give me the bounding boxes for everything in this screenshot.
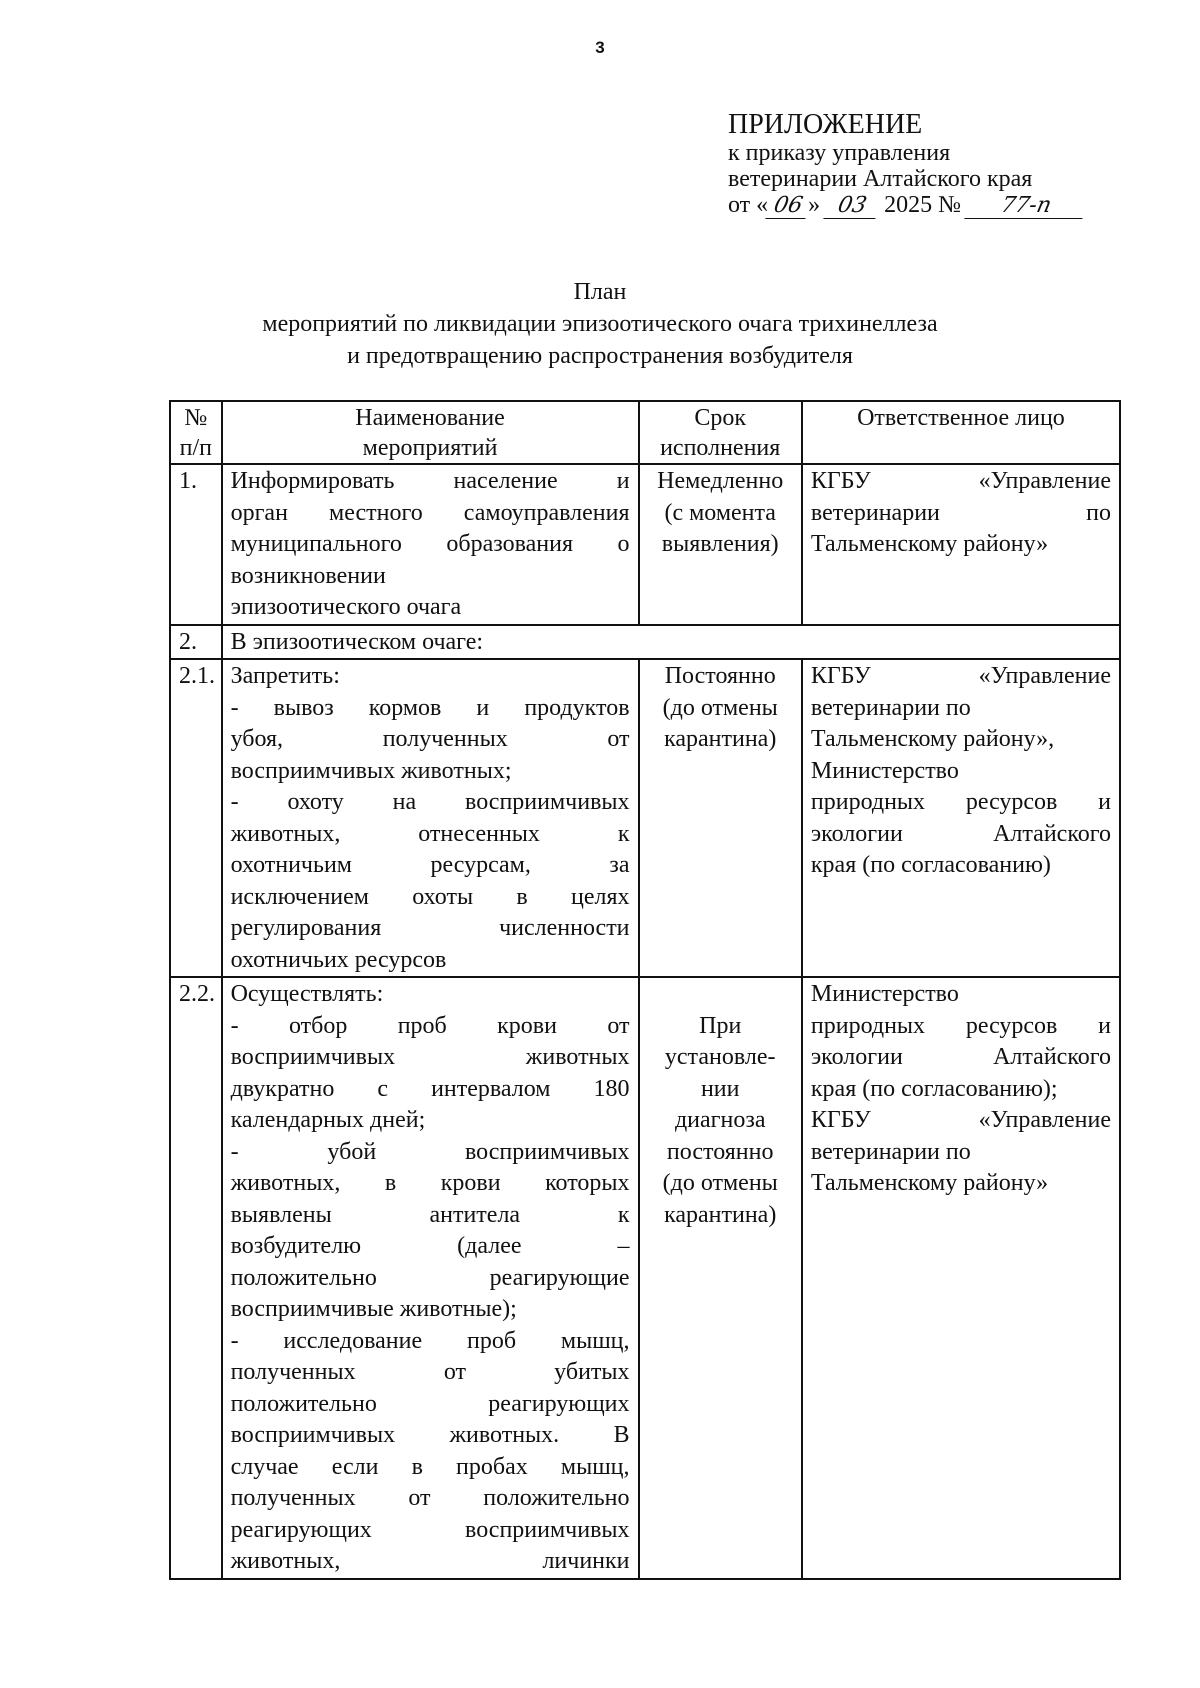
date-year: 2025 № (884, 192, 962, 218)
term-spacer (648, 979, 793, 1011)
text-line: двукратно с интервалом 180 (230, 1075, 630, 1102)
text-line: нии (700, 1075, 740, 1102)
text-line: убоя, полученных от (230, 726, 630, 752)
header-number-line2: п/п (179, 435, 212, 461)
header-name-line1: Наименование (355, 405, 505, 431)
row-number: 2. (170, 625, 222, 660)
text-line: Постоянно (664, 663, 776, 689)
row-number: 1. (170, 464, 222, 625)
text-line: При (699, 1012, 742, 1039)
text-line: ветеринарии по (810, 499, 1111, 526)
annex-line-order: к приказу управления (728, 140, 951, 166)
text-line: выявлены антитела к (230, 1201, 630, 1228)
row-section-heading: В эпизоотическом очаге: (222, 625, 1120, 660)
text-line: муниципального образования о (230, 531, 630, 557)
text-line: положительно реагирующих (230, 1390, 630, 1417)
text-line: возникновении (230, 562, 386, 589)
text-line: восприимчивые животные); (230, 1296, 517, 1322)
text-line: животных, личинки (230, 1548, 630, 1574)
text-line: Тальменскому району», (810, 726, 1055, 752)
handwritten-month: 03 (824, 194, 881, 219)
text-line: диагноза (674, 1107, 766, 1133)
text-line: карантина) (664, 1201, 777, 1228)
table-header-row (170, 401, 1120, 464)
plan-title-line2: мероприятий по ликвидации эпизоотического очага трихинеллеза (262, 311, 938, 337)
text-line: Министерство (810, 757, 959, 784)
text-line: реагирующих восприимчивых (230, 1516, 630, 1543)
row-measure (222, 977, 639, 1579)
row-measure (222, 659, 639, 977)
table-row (170, 625, 1120, 660)
text-line: ветеринарии по (810, 1138, 971, 1165)
text-line: исключением охоты в целях (230, 883, 630, 910)
text-line: животных, отнесенных к (230, 820, 630, 847)
text-line: края (по согласованию); (810, 1075, 1058, 1102)
header-number-line1: № (184, 405, 208, 431)
text-line: восприимчивых животных (230, 1044, 630, 1070)
annex-block (728, 110, 1085, 219)
header-number (170, 401, 222, 464)
text-line: животных, в крови которых (230, 1170, 630, 1196)
row-term (639, 977, 802, 1579)
date-prefix: от « (728, 192, 769, 218)
text-line: возбудителю (далее – (230, 1233, 630, 1259)
header-responsible-text: Ответственное лицо (857, 405, 1065, 431)
header-name-line2: мероприятий (362, 435, 498, 461)
text-line: Тальменскому району» (810, 531, 1049, 557)
text-line: - охоту на восприимчивых (230, 789, 630, 815)
table-row (170, 977, 1120, 1579)
table-row (170, 464, 1120, 625)
text-line: установле- (664, 1044, 776, 1070)
text-line: Запретить: (230, 663, 340, 689)
text-line: - исследование проб мышц, (230, 1327, 630, 1354)
measures-table (169, 400, 1121, 1580)
page-number: 3 (595, 38, 605, 57)
text-line: КГБУ «Управление (810, 1107, 1111, 1133)
row-responsible (802, 977, 1120, 1579)
header-term-line1: Срок (694, 405, 747, 431)
plan-title-line1: План (573, 279, 627, 305)
text-line: регулирования численности (230, 915, 630, 941)
handwritten-number: 77-п (964, 194, 1087, 219)
text-line: края (по согласованию) (810, 852, 1051, 878)
text-line: эпизоотического очага (230, 594, 462, 620)
annex-title: ПРИЛОЖЕНИЕ (728, 109, 923, 140)
text-line: ветеринарии по (810, 694, 971, 721)
text-line: календарных дней; (230, 1107, 426, 1133)
text-line: Немедленно (657, 468, 784, 494)
text-line: восприимчивых животных; (230, 757, 512, 784)
plan-title (150, 276, 1050, 372)
text-line: Информировать население и (230, 468, 630, 494)
text-line: полученных от убитых (230, 1359, 630, 1385)
row-number: 2.2. (170, 977, 222, 1579)
plan-title-line3: и предотвращению распространения возбудителя (347, 343, 853, 369)
text-line: природных ресурсов и (810, 789, 1111, 815)
row-measure (222, 464, 639, 625)
row-term (639, 464, 802, 625)
date-mid: » (808, 192, 821, 218)
row-term (639, 659, 802, 977)
text-line: КГБУ «Управление (810, 468, 1111, 494)
text-line: - убой восприимчивых (230, 1138, 630, 1165)
text-line: природных ресурсов и (810, 1012, 1111, 1039)
text-line: охотничьих ресурсов (230, 946, 447, 973)
text-line: восприимчивых животных. В (230, 1422, 630, 1448)
row-number: 2.1. (170, 659, 222, 977)
text-line: охотничьим ресурсам, за (230, 852, 630, 878)
text-line: Осуществлять: (230, 981, 384, 1007)
text-line: случае если в пробах мышц, (230, 1453, 630, 1480)
text-line: постоянно (666, 1138, 774, 1165)
row-responsible (802, 659, 1120, 977)
text-line: экологии Алтайского (810, 1044, 1111, 1070)
text-line: полученных от положительно (230, 1485, 630, 1511)
text-line: Тальменскому району» (810, 1170, 1049, 1196)
text-line: положительно реагирующие (230, 1264, 630, 1291)
text-line: выявления) (661, 531, 779, 557)
header-term-line2: исполнения (660, 435, 781, 461)
annex-line-department: ветеринарии Алтайского края (728, 166, 1033, 192)
table-row (170, 659, 1120, 977)
header-name (222, 401, 639, 464)
text-line: (с момента (664, 499, 776, 526)
text-line: экологии Алтайского (810, 820, 1111, 847)
header-responsible (802, 401, 1120, 464)
text-line: - вывоз кормов и продуктов (230, 694, 630, 721)
annex-date-line (728, 192, 1085, 219)
text-line: карантина) (664, 726, 777, 752)
text-line: - отбор проб крови от (230, 1012, 630, 1039)
text-line: Министерство (810, 981, 959, 1007)
text-line: орган местного самоуправления (230, 499, 630, 526)
row-responsible (802, 464, 1120, 625)
header-term (639, 401, 802, 464)
handwritten-day: 06 (766, 194, 811, 219)
text-line: (до отмены (662, 694, 778, 721)
text-line: КГБУ «Управление (810, 663, 1111, 689)
text-line: (до отмены (662, 1170, 778, 1196)
